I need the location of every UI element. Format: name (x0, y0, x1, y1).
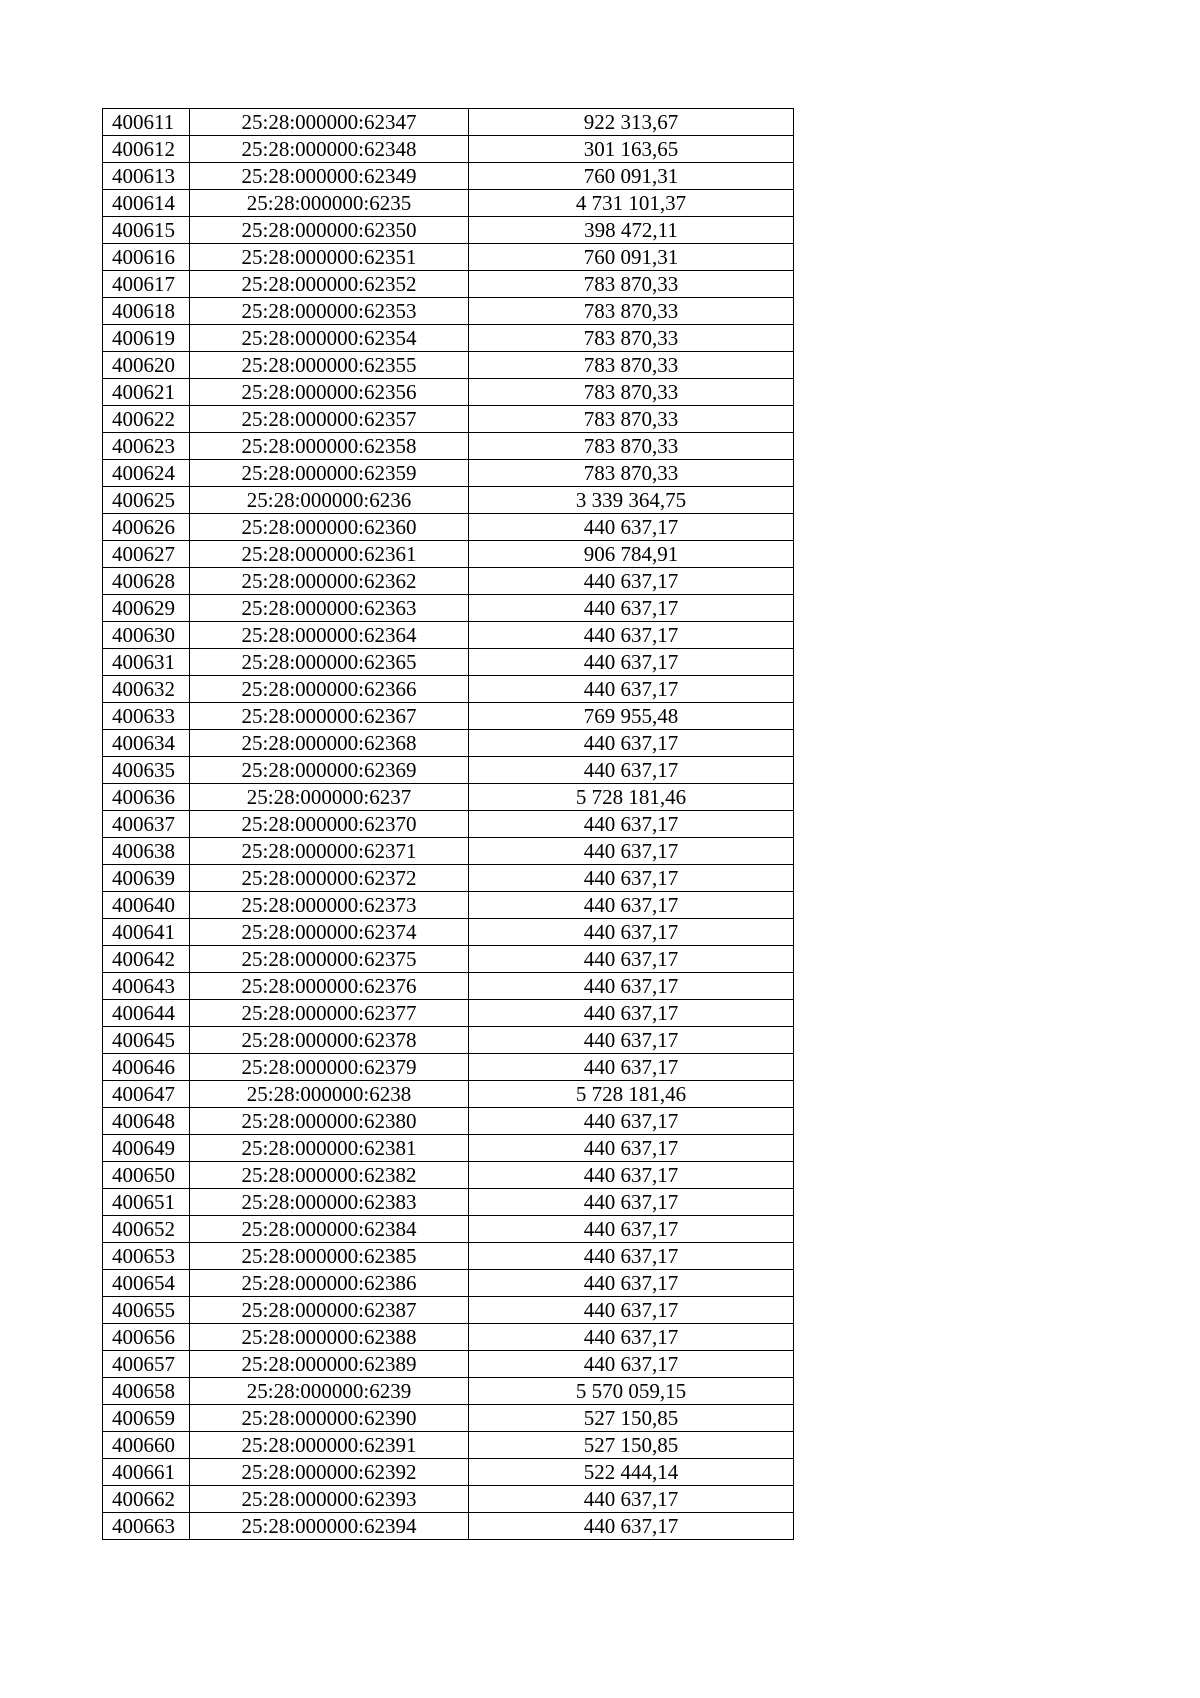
cadastral-number-cell: 25:28:000000:62391 (190, 1432, 469, 1459)
row-number-cell: 400641 (103, 919, 190, 946)
cadastral-value-cell: 922 313,67 (469, 109, 794, 136)
cadastral-value-cell: 440 637,17 (469, 1243, 794, 1270)
cadastral-value-cell: 440 637,17 (469, 568, 794, 595)
row-number-cell: 400631 (103, 649, 190, 676)
cadastral-value-cell: 440 637,17 (469, 1189, 794, 1216)
cadastral-value-cell: 783 870,33 (469, 460, 794, 487)
row-number-cell: 400646 (103, 1054, 190, 1081)
row-number-cell: 400620 (103, 352, 190, 379)
table-row (103, 460, 794, 487)
cadastral-value-cell: 527 150,85 (469, 1432, 794, 1459)
table-row (103, 298, 794, 325)
row-number-cell: 400643 (103, 973, 190, 1000)
table-row (103, 1459, 794, 1486)
row-number-cell: 400642 (103, 946, 190, 973)
cadastral-number-cell: 25:28:000000:6239 (190, 1378, 469, 1405)
cadastral-value-cell: 760 091,31 (469, 163, 794, 190)
cadastral-value-cell: 440 637,17 (469, 1324, 794, 1351)
row-number-cell: 400644 (103, 1000, 190, 1027)
cadastral-number-cell: 25:28:000000:62371 (190, 838, 469, 865)
row-number-cell: 400622 (103, 406, 190, 433)
row-number-cell: 400630 (103, 622, 190, 649)
table-row (103, 892, 794, 919)
cadastral-number-cell: 25:28:000000:62363 (190, 595, 469, 622)
cadastral-value-cell: 5 570 059,15 (469, 1378, 794, 1405)
table-row (103, 595, 794, 622)
table-row (103, 649, 794, 676)
row-number-cell: 400627 (103, 541, 190, 568)
cadastral-value-cell: 440 637,17 (469, 595, 794, 622)
table-row (103, 919, 794, 946)
table-row (103, 1162, 794, 1189)
cadastral-number-cell: 25:28:000000:62382 (190, 1162, 469, 1189)
row-number-cell: 400618 (103, 298, 190, 325)
row-number-cell: 400650 (103, 1162, 190, 1189)
row-number-cell: 400626 (103, 514, 190, 541)
cadastral-value-cell: 440 637,17 (469, 757, 794, 784)
table-row (103, 325, 794, 352)
cadastral-number-cell: 25:28:000000:62355 (190, 352, 469, 379)
row-number-cell: 400619 (103, 325, 190, 352)
table-row (103, 1054, 794, 1081)
table-row (103, 973, 794, 1000)
table-row (103, 1108, 794, 1135)
cadastral-value-cell: 440 637,17 (469, 973, 794, 1000)
cadastral-value-cell: 5 728 181,46 (469, 1081, 794, 1108)
table-row (103, 1135, 794, 1162)
cadastral-number-cell: 25:28:000000:6238 (190, 1081, 469, 1108)
row-number-cell: 400662 (103, 1486, 190, 1513)
cadastral-number-cell: 25:28:000000:62360 (190, 514, 469, 541)
cadastral-number-cell: 25:28:000000:62390 (190, 1405, 469, 1432)
row-number-cell: 400657 (103, 1351, 190, 1378)
cadastral-value-cell: 440 637,17 (469, 892, 794, 919)
cadastral-number-cell: 25:28:000000:62383 (190, 1189, 469, 1216)
cadastral-value-cell: 301 163,65 (469, 136, 794, 163)
row-number-cell: 400629 (103, 595, 190, 622)
row-number-cell: 400645 (103, 1027, 190, 1054)
cadastral-value-cell: 440 637,17 (469, 1108, 794, 1135)
cadastral-number-cell: 25:28:000000:62373 (190, 892, 469, 919)
row-number-cell: 400649 (103, 1135, 190, 1162)
cadastral-number-cell: 25:28:000000:62356 (190, 379, 469, 406)
table-row (103, 865, 794, 892)
cadastral-value-cell: 440 637,17 (469, 865, 794, 892)
cadastral-number-cell: 25:28:000000:62361 (190, 541, 469, 568)
cadastral-value-cell: 440 637,17 (469, 649, 794, 676)
cadastral-value-cell: 440 637,17 (469, 514, 794, 541)
row-number-cell: 400623 (103, 433, 190, 460)
table-row (103, 1243, 794, 1270)
cadastral-value-cell: 5 728 181,46 (469, 784, 794, 811)
cadastral-value-cell: 440 637,17 (469, 1135, 794, 1162)
row-number-cell: 400635 (103, 757, 190, 784)
cadastral-number-cell: 25:28:000000:62386 (190, 1270, 469, 1297)
cadastral-value-cell: 440 637,17 (469, 838, 794, 865)
cadastral-value-cell: 440 637,17 (469, 1027, 794, 1054)
row-number-cell: 400616 (103, 244, 190, 271)
row-number-cell: 400639 (103, 865, 190, 892)
cadastral-number-cell: 25:28:000000:62350 (190, 217, 469, 244)
cadastral-number-cell: 25:28:000000:62367 (190, 703, 469, 730)
cadastral-value-cell: 440 637,17 (469, 1513, 794, 1540)
table-row (103, 163, 794, 190)
table-row (103, 217, 794, 244)
table-row (103, 1000, 794, 1027)
row-number-cell: 400625 (103, 487, 190, 514)
cadastral-number-cell: 25:28:000000:62392 (190, 1459, 469, 1486)
cadastral-number-cell: 25:28:000000:62369 (190, 757, 469, 784)
table-row (103, 838, 794, 865)
cadastral-number-cell: 25:28:000000:62365 (190, 649, 469, 676)
row-number-cell: 400612 (103, 136, 190, 163)
table-row (103, 541, 794, 568)
cadastral-value-cell: 527 150,85 (469, 1405, 794, 1432)
cadastral-number-cell: 25:28:000000:62354 (190, 325, 469, 352)
cadastral-value-cell: 783 870,33 (469, 271, 794, 298)
cadastral-number-cell: 25:28:000000:62384 (190, 1216, 469, 1243)
row-number-cell: 400614 (103, 190, 190, 217)
cadastral-number-cell: 25:28:000000:62378 (190, 1027, 469, 1054)
table-row (103, 190, 794, 217)
row-number-cell: 400638 (103, 838, 190, 865)
table-row (103, 244, 794, 271)
cadastral-number-cell: 25:28:000000:62366 (190, 676, 469, 703)
cadastral-number-cell: 25:28:000000:62359 (190, 460, 469, 487)
cadastral-value-cell: 906 784,91 (469, 541, 794, 568)
table-row (103, 109, 794, 136)
cadastral-number-cell: 25:28:000000:62374 (190, 919, 469, 946)
row-number-cell: 400636 (103, 784, 190, 811)
cadastral-value-cell: 440 637,17 (469, 1351, 794, 1378)
row-number-cell: 400655 (103, 1297, 190, 1324)
cadastral-value-cell: 440 637,17 (469, 946, 794, 973)
cadastral-number-cell: 25:28:000000:62380 (190, 1108, 469, 1135)
cadastral-number-cell: 25:28:000000:62377 (190, 1000, 469, 1027)
table-row (103, 271, 794, 298)
cadastral-number-cell: 25:28:000000:62387 (190, 1297, 469, 1324)
table-row (103, 622, 794, 649)
cadastral-number-cell: 25:28:000000:62348 (190, 136, 469, 163)
table-row (103, 1324, 794, 1351)
cadastral-value-cell: 440 637,17 (469, 622, 794, 649)
cadastral-number-cell: 25:28:000000:62353 (190, 298, 469, 325)
row-number-cell: 400661 (103, 1459, 190, 1486)
cadastral-number-cell: 25:28:000000:62370 (190, 811, 469, 838)
table-row (103, 811, 794, 838)
cadastral-value-cell: 769 955,48 (469, 703, 794, 730)
cadastral-number-cell: 25:28:000000:62385 (190, 1243, 469, 1270)
table-row (103, 1513, 794, 1540)
row-number-cell: 400637 (103, 811, 190, 838)
cadastral-value-cell: 783 870,33 (469, 406, 794, 433)
cadastral-value-cell: 440 637,17 (469, 1162, 794, 1189)
row-number-cell: 400653 (103, 1243, 190, 1270)
cadastral-number-cell: 25:28:000000:62389 (190, 1351, 469, 1378)
cadastral-value-cell: 440 637,17 (469, 1270, 794, 1297)
table-row (103, 784, 794, 811)
cadastral-number-cell: 25:28:000000:62381 (190, 1135, 469, 1162)
cadastral-number-cell: 25:28:000000:62349 (190, 163, 469, 190)
cadastral-number-cell: 25:28:000000:62393 (190, 1486, 469, 1513)
row-number-cell: 400621 (103, 379, 190, 406)
cadastral-number-cell: 25:28:000000:62394 (190, 1513, 469, 1540)
cadastral-value-table (102, 108, 794, 1540)
table-row (103, 487, 794, 514)
table-row (103, 136, 794, 163)
table-row (103, 1378, 794, 1405)
table-row (103, 676, 794, 703)
row-number-cell: 400624 (103, 460, 190, 487)
row-number-cell: 400656 (103, 1324, 190, 1351)
cadastral-value-cell: 783 870,33 (469, 352, 794, 379)
table-row (103, 1486, 794, 1513)
row-number-cell: 400654 (103, 1270, 190, 1297)
cadastral-number-cell: 25:28:000000:62375 (190, 946, 469, 973)
table-row (103, 406, 794, 433)
row-number-cell: 400659 (103, 1405, 190, 1432)
row-number-cell: 400660 (103, 1432, 190, 1459)
row-number-cell: 400651 (103, 1189, 190, 1216)
cadastral-number-cell: 25:28:000000:62347 (190, 109, 469, 136)
table-row (103, 352, 794, 379)
row-number-cell: 400632 (103, 676, 190, 703)
cadastral-value-cell: 440 637,17 (469, 1486, 794, 1513)
table-row (103, 1297, 794, 1324)
row-number-cell: 400617 (103, 271, 190, 298)
table-row (103, 1216, 794, 1243)
cadastral-number-cell: 25:28:000000:62352 (190, 271, 469, 298)
table-body (103, 109, 794, 1540)
cadastral-value-cell: 440 637,17 (469, 1000, 794, 1027)
row-number-cell: 400634 (103, 730, 190, 757)
table-row (103, 1270, 794, 1297)
table-row (103, 568, 794, 595)
table-row (103, 757, 794, 784)
cadastral-number-cell: 25:28:000000:62376 (190, 973, 469, 1000)
row-number-cell: 400633 (103, 703, 190, 730)
cadastral-number-cell: 25:28:000000:62351 (190, 244, 469, 271)
cadastral-number-cell: 25:28:000000:62362 (190, 568, 469, 595)
cadastral-number-cell: 25:28:000000:62364 (190, 622, 469, 649)
cadastral-value-cell: 783 870,33 (469, 433, 794, 460)
row-number-cell: 400652 (103, 1216, 190, 1243)
row-number-cell: 400640 (103, 892, 190, 919)
cadastral-value-cell: 440 637,17 (469, 1054, 794, 1081)
cadastral-number-cell: 25:28:000000:6236 (190, 487, 469, 514)
cadastral-number-cell: 25:28:000000:62357 (190, 406, 469, 433)
row-number-cell: 400611 (103, 109, 190, 136)
row-number-cell: 400613 (103, 163, 190, 190)
cadastral-value-cell: 760 091,31 (469, 244, 794, 271)
table-row (103, 514, 794, 541)
row-number-cell: 400658 (103, 1378, 190, 1405)
row-number-cell: 400628 (103, 568, 190, 595)
row-number-cell: 400663 (103, 1513, 190, 1540)
cadastral-number-cell: 25:28:000000:6237 (190, 784, 469, 811)
cadastral-value-cell: 4 731 101,37 (469, 190, 794, 217)
cadastral-number-cell: 25:28:000000:62372 (190, 865, 469, 892)
cadastral-number-cell: 25:28:000000:62379 (190, 1054, 469, 1081)
cadastral-value-cell: 3 339 364,75 (469, 487, 794, 514)
cadastral-value-cell: 440 637,17 (469, 1216, 794, 1243)
table-row (103, 1405, 794, 1432)
cadastral-value-cell: 398 472,11 (469, 217, 794, 244)
row-number-cell: 400648 (103, 1108, 190, 1135)
cadastral-number-cell: 25:28:000000:62388 (190, 1324, 469, 1351)
table-row (103, 433, 794, 460)
cadastral-value-cell: 783 870,33 (469, 325, 794, 352)
table-row (103, 1189, 794, 1216)
cadastral-value-cell: 440 637,17 (469, 811, 794, 838)
table-row (103, 379, 794, 406)
table-row (103, 1432, 794, 1459)
table-row (103, 1081, 794, 1108)
cadastral-number-cell: 25:28:000000:62358 (190, 433, 469, 460)
cadastral-value-cell: 440 637,17 (469, 919, 794, 946)
cadastral-value-cell: 783 870,33 (469, 298, 794, 325)
cadastral-value-cell: 440 637,17 (469, 730, 794, 757)
table-row (103, 703, 794, 730)
cadastral-number-cell: 25:28:000000:62368 (190, 730, 469, 757)
cadastral-value-cell: 440 637,17 (469, 1297, 794, 1324)
row-number-cell: 400615 (103, 217, 190, 244)
cadastral-value-cell: 440 637,17 (469, 676, 794, 703)
table-row (103, 730, 794, 757)
table-row (103, 1027, 794, 1054)
cadastral-value-cell: 783 870,33 (469, 379, 794, 406)
table-row (103, 1351, 794, 1378)
cadastral-number-cell: 25:28:000000:6235 (190, 190, 469, 217)
cadastral-value-cell: 522 444,14 (469, 1459, 794, 1486)
row-number-cell: 400647 (103, 1081, 190, 1108)
table-row (103, 946, 794, 973)
